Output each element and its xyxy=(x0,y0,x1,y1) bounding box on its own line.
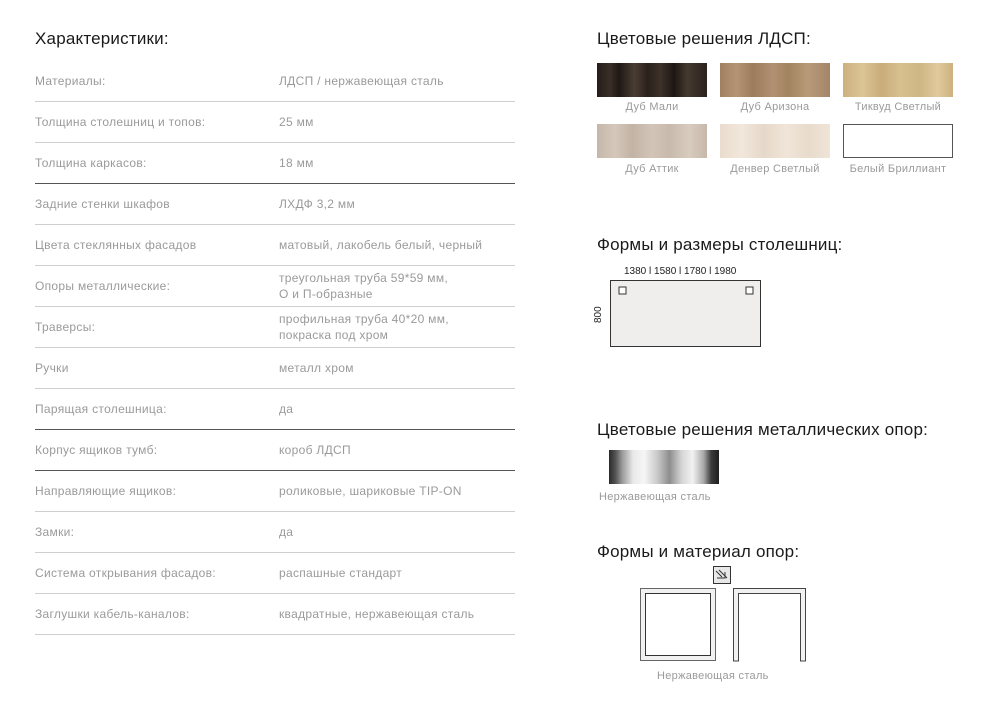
spec-row xyxy=(35,430,515,471)
spec-value-line: 25 мм xyxy=(279,115,314,129)
swatch-white-brilliant xyxy=(843,124,953,158)
metal-title: Цветовые решения металлических опор: xyxy=(597,420,929,439)
swatch-caption-2: Дуб Аризона xyxy=(740,101,810,113)
spec-value xyxy=(279,270,515,302)
spec-value-line: квадратные, нержавеющая сталь xyxy=(279,607,475,621)
swatch-caption-1: Дуб Мали xyxy=(625,101,679,113)
specs-title: Характеристики: xyxy=(35,29,169,48)
spec-row xyxy=(35,61,515,102)
colors-title: Цветовые решения ЛДСП: xyxy=(597,29,811,48)
spec-value xyxy=(279,401,515,417)
spec-label: Толщина каркасов: xyxy=(35,156,147,170)
spec-value xyxy=(279,237,515,253)
spec-row xyxy=(35,553,515,594)
spec-value-line: да xyxy=(279,402,294,416)
swatch-caption-5: Денвер Светлый xyxy=(730,163,820,175)
tabletop-diagram xyxy=(608,279,764,349)
spec-row xyxy=(35,143,515,184)
spec-label: Заглушки кабель-каналов: xyxy=(35,607,190,621)
swatch-tikvud xyxy=(843,63,953,97)
spec-value xyxy=(279,196,515,212)
p-shaped-support-icon xyxy=(732,587,808,663)
spec-value-line: короб ЛДСП xyxy=(279,443,351,457)
tabletop-widths: 1380 l 1580 l 1780 l 1980 xyxy=(624,266,737,277)
spec-label: Задние стенки шкафов xyxy=(35,197,170,211)
spec-row xyxy=(35,594,515,635)
spec-value xyxy=(279,565,515,581)
spec-label: Ручки xyxy=(35,361,69,375)
swatch-caption-4: Дуб Аттик xyxy=(625,163,679,175)
spec-label: Корпус ящиков тумб: xyxy=(35,443,158,457)
spec-value-line: распашные стандарт xyxy=(279,566,403,580)
spec-row xyxy=(35,307,515,348)
spec-value xyxy=(279,114,515,130)
spec-value xyxy=(279,360,515,376)
spec-value xyxy=(279,442,515,458)
spec-row xyxy=(35,348,515,389)
swatch-denver xyxy=(720,124,830,158)
spec-label: Система открывания фасадов: xyxy=(35,566,216,580)
spec-value-line: покраска под хром xyxy=(279,328,389,342)
spec-label: Цвета стеклянных фасадов xyxy=(35,238,197,252)
spec-label: Замки: xyxy=(35,525,75,539)
spec-row xyxy=(35,266,515,307)
spec-value xyxy=(279,311,515,343)
spec-value xyxy=(279,73,515,89)
spec-value-line: ЛХДФ 3,2 мм xyxy=(279,197,356,211)
spec-value-line: металл хром xyxy=(279,361,354,375)
spec-value xyxy=(279,155,515,171)
spec-value-line: роликовые, шариковые TIP-ON xyxy=(279,484,462,498)
spec-value-line: 18 мм xyxy=(279,156,314,170)
spec-row xyxy=(35,102,515,143)
spec-label: Траверсы: xyxy=(35,320,96,334)
swatch-dub-arizona xyxy=(720,63,830,97)
spec-label: Толщина столешниц и топов: xyxy=(35,115,206,129)
spec-value-line: О и П-образные xyxy=(279,287,373,301)
swatch-caption-3: Тиквуд Светлый xyxy=(854,101,942,113)
swatch-stainless xyxy=(609,450,719,484)
tube-profile-icon xyxy=(712,565,732,585)
tabletop-depth: 800 xyxy=(593,306,604,323)
supports-title: Формы и материал опор: xyxy=(597,542,800,561)
spec-label: Опоры металлические: xyxy=(35,279,171,293)
swatch-caption-6: Белый Бриллиант xyxy=(849,163,947,175)
o-shaped-support-icon xyxy=(639,587,719,663)
tabletop-title: Формы и размеры столешниц: xyxy=(597,235,843,254)
spec-label: Материалы: xyxy=(35,74,106,88)
specs-table xyxy=(35,61,515,635)
spec-value xyxy=(279,524,515,540)
spec-value-line: матовый, лакобель белый, черный xyxy=(279,238,483,252)
metal-caption: Нержавеющая сталь xyxy=(599,491,711,503)
swatch-dub-attik xyxy=(597,124,707,158)
spec-row xyxy=(35,512,515,553)
swatch-dub-mali xyxy=(597,63,707,97)
spec-value xyxy=(279,606,515,622)
spec-row xyxy=(35,389,515,430)
spec-value-line: ЛДСП / нержавеющая сталь xyxy=(279,74,444,88)
spec-value-line: профильная труба 40*20 мм, xyxy=(279,312,449,326)
supports-caption: Нержавеющая сталь xyxy=(657,670,769,682)
spec-row xyxy=(35,184,515,225)
spec-value-line: треугольная труба 59*59 мм, xyxy=(279,271,449,285)
spec-value-line: да xyxy=(279,525,294,539)
spec-label: Парящая столешница: xyxy=(35,402,167,416)
spec-value xyxy=(279,483,515,499)
spec-row xyxy=(35,471,515,512)
spec-label: Направляющие ящиков: xyxy=(35,484,177,498)
spec-row xyxy=(35,225,515,266)
